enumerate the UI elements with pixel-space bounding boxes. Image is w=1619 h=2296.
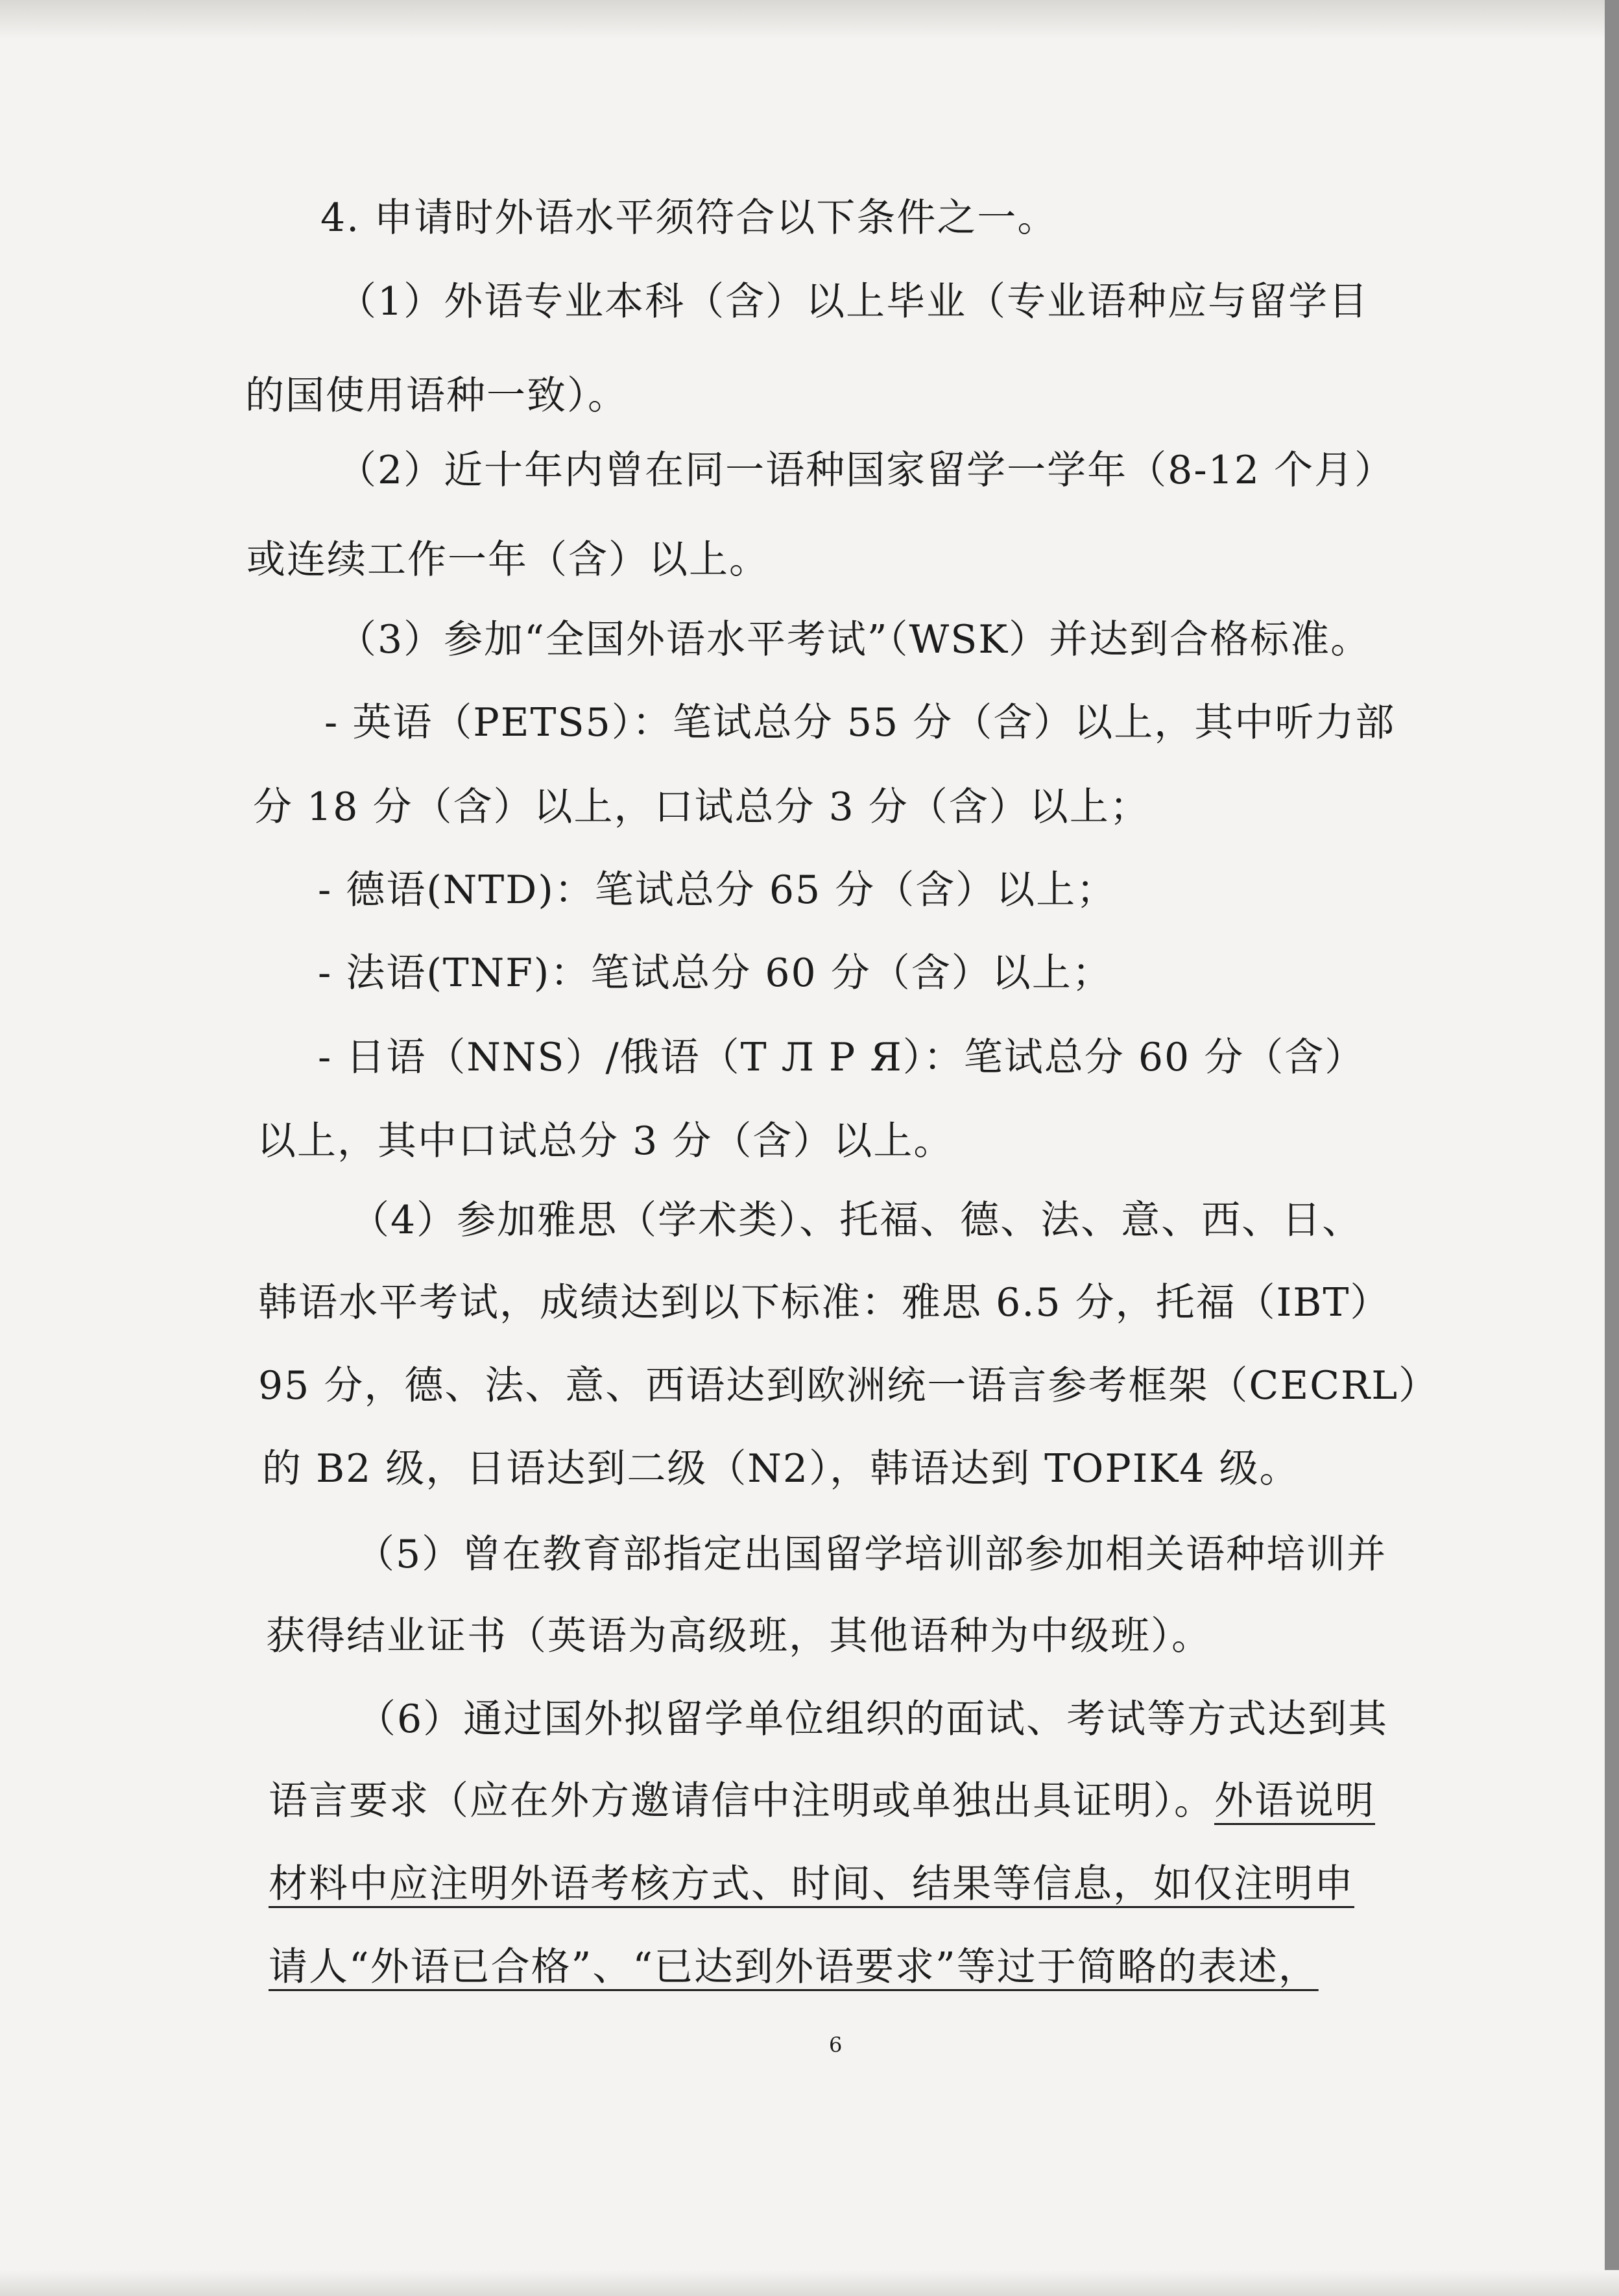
- text-line-7: - 英语（PETS5）：笔试总分 55 分（含）以上，其中听力部: [324, 700, 1396, 745]
- text-line-19: （6）通过国外拟留学单位组织的面试、考试等方式达到其: [357, 1697, 1389, 1742]
- text-line-17: （5）曾在教育部指定出国留学培训部参加相关语种培训并: [355, 1532, 1387, 1577]
- text-line-1: 4. 申请时外语水平须符合以下条件之一。: [320, 195, 1058, 241]
- text-line-5: 或连续工作一年（含）以上。: [246, 537, 769, 583]
- text-line-11: - 日语（NNS）/俄语（Т Л Р Я）：笔试总分 60 分（含）: [318, 1035, 1365, 1080]
- text-line-18: 获得结业证书（英语为高级班，其他语种为中级班）。: [266, 1613, 1212, 1659]
- text-line-10: - 法语(TNF)：笔试总分 60 分（含）以上；: [318, 950, 1112, 996]
- text-line-21: 材料中应注明外语考核方式、时间、结果等信息，如仅注明申: [269, 1861, 1354, 1907]
- scan-edge-top: [0, 0, 1619, 39]
- scan-edge-right: [1605, 0, 1619, 2296]
- text-line-13: （4）参加雅思（学术类）、托福、德、法、意、西、日、: [350, 1198, 1363, 1243]
- text-line-14: 韩语水平考试，成绩达到以下标准：雅思 6.5 分，托福（IBT）: [258, 1280, 1391, 1325]
- text-line-3: 的国使用语种一致）。: [245, 373, 628, 418]
- text-line-20-plain: 语言要求（应在外方邀请信中注明或单独出具证明）。: [269, 1778, 1214, 1824]
- text-line-9: - 德语(NTD)：笔试总分 65 分（含）以上；: [318, 867, 1117, 913]
- text-line-16: 的 B2 级，日语达到二级（N2），韩语达到 TOPIK4 级。: [262, 1446, 1300, 1492]
- text-line-15: 95 分，德、法、意、西语达到欧洲统一语言参考框架（CECRL）: [258, 1363, 1439, 1408]
- text-line-2: （1）外语专业本科（含）以上毕业（专业语种应与留学目: [337, 279, 1369, 324]
- scan-edge-bottom: [0, 2270, 1619, 2296]
- text-line-8: 分 18 分（含）以上，口试总分 3 分（含）以上；: [253, 784, 1150, 830]
- text-line-20-underlined: 外语说明: [1214, 1778, 1375, 1824]
- text-line-6: （3）参加“全国外语水平考试”（WSK）并达到合格标准。: [337, 617, 1371, 662]
- text-line-4: （2）近十年内曾在同一语种国家留学一学年（8-12 个月）: [337, 448, 1395, 493]
- text-line-22: 请人“外语已合格”、“已达到外语要求”等过于简略的表述，: [269, 1944, 1319, 1990]
- text-line-20: [269, 1775, 1375, 1827]
- page-number: 6: [829, 2033, 843, 2057]
- text-line-12: 以上，其中口试总分 3 分（含）以上。: [257, 1118, 954, 1164]
